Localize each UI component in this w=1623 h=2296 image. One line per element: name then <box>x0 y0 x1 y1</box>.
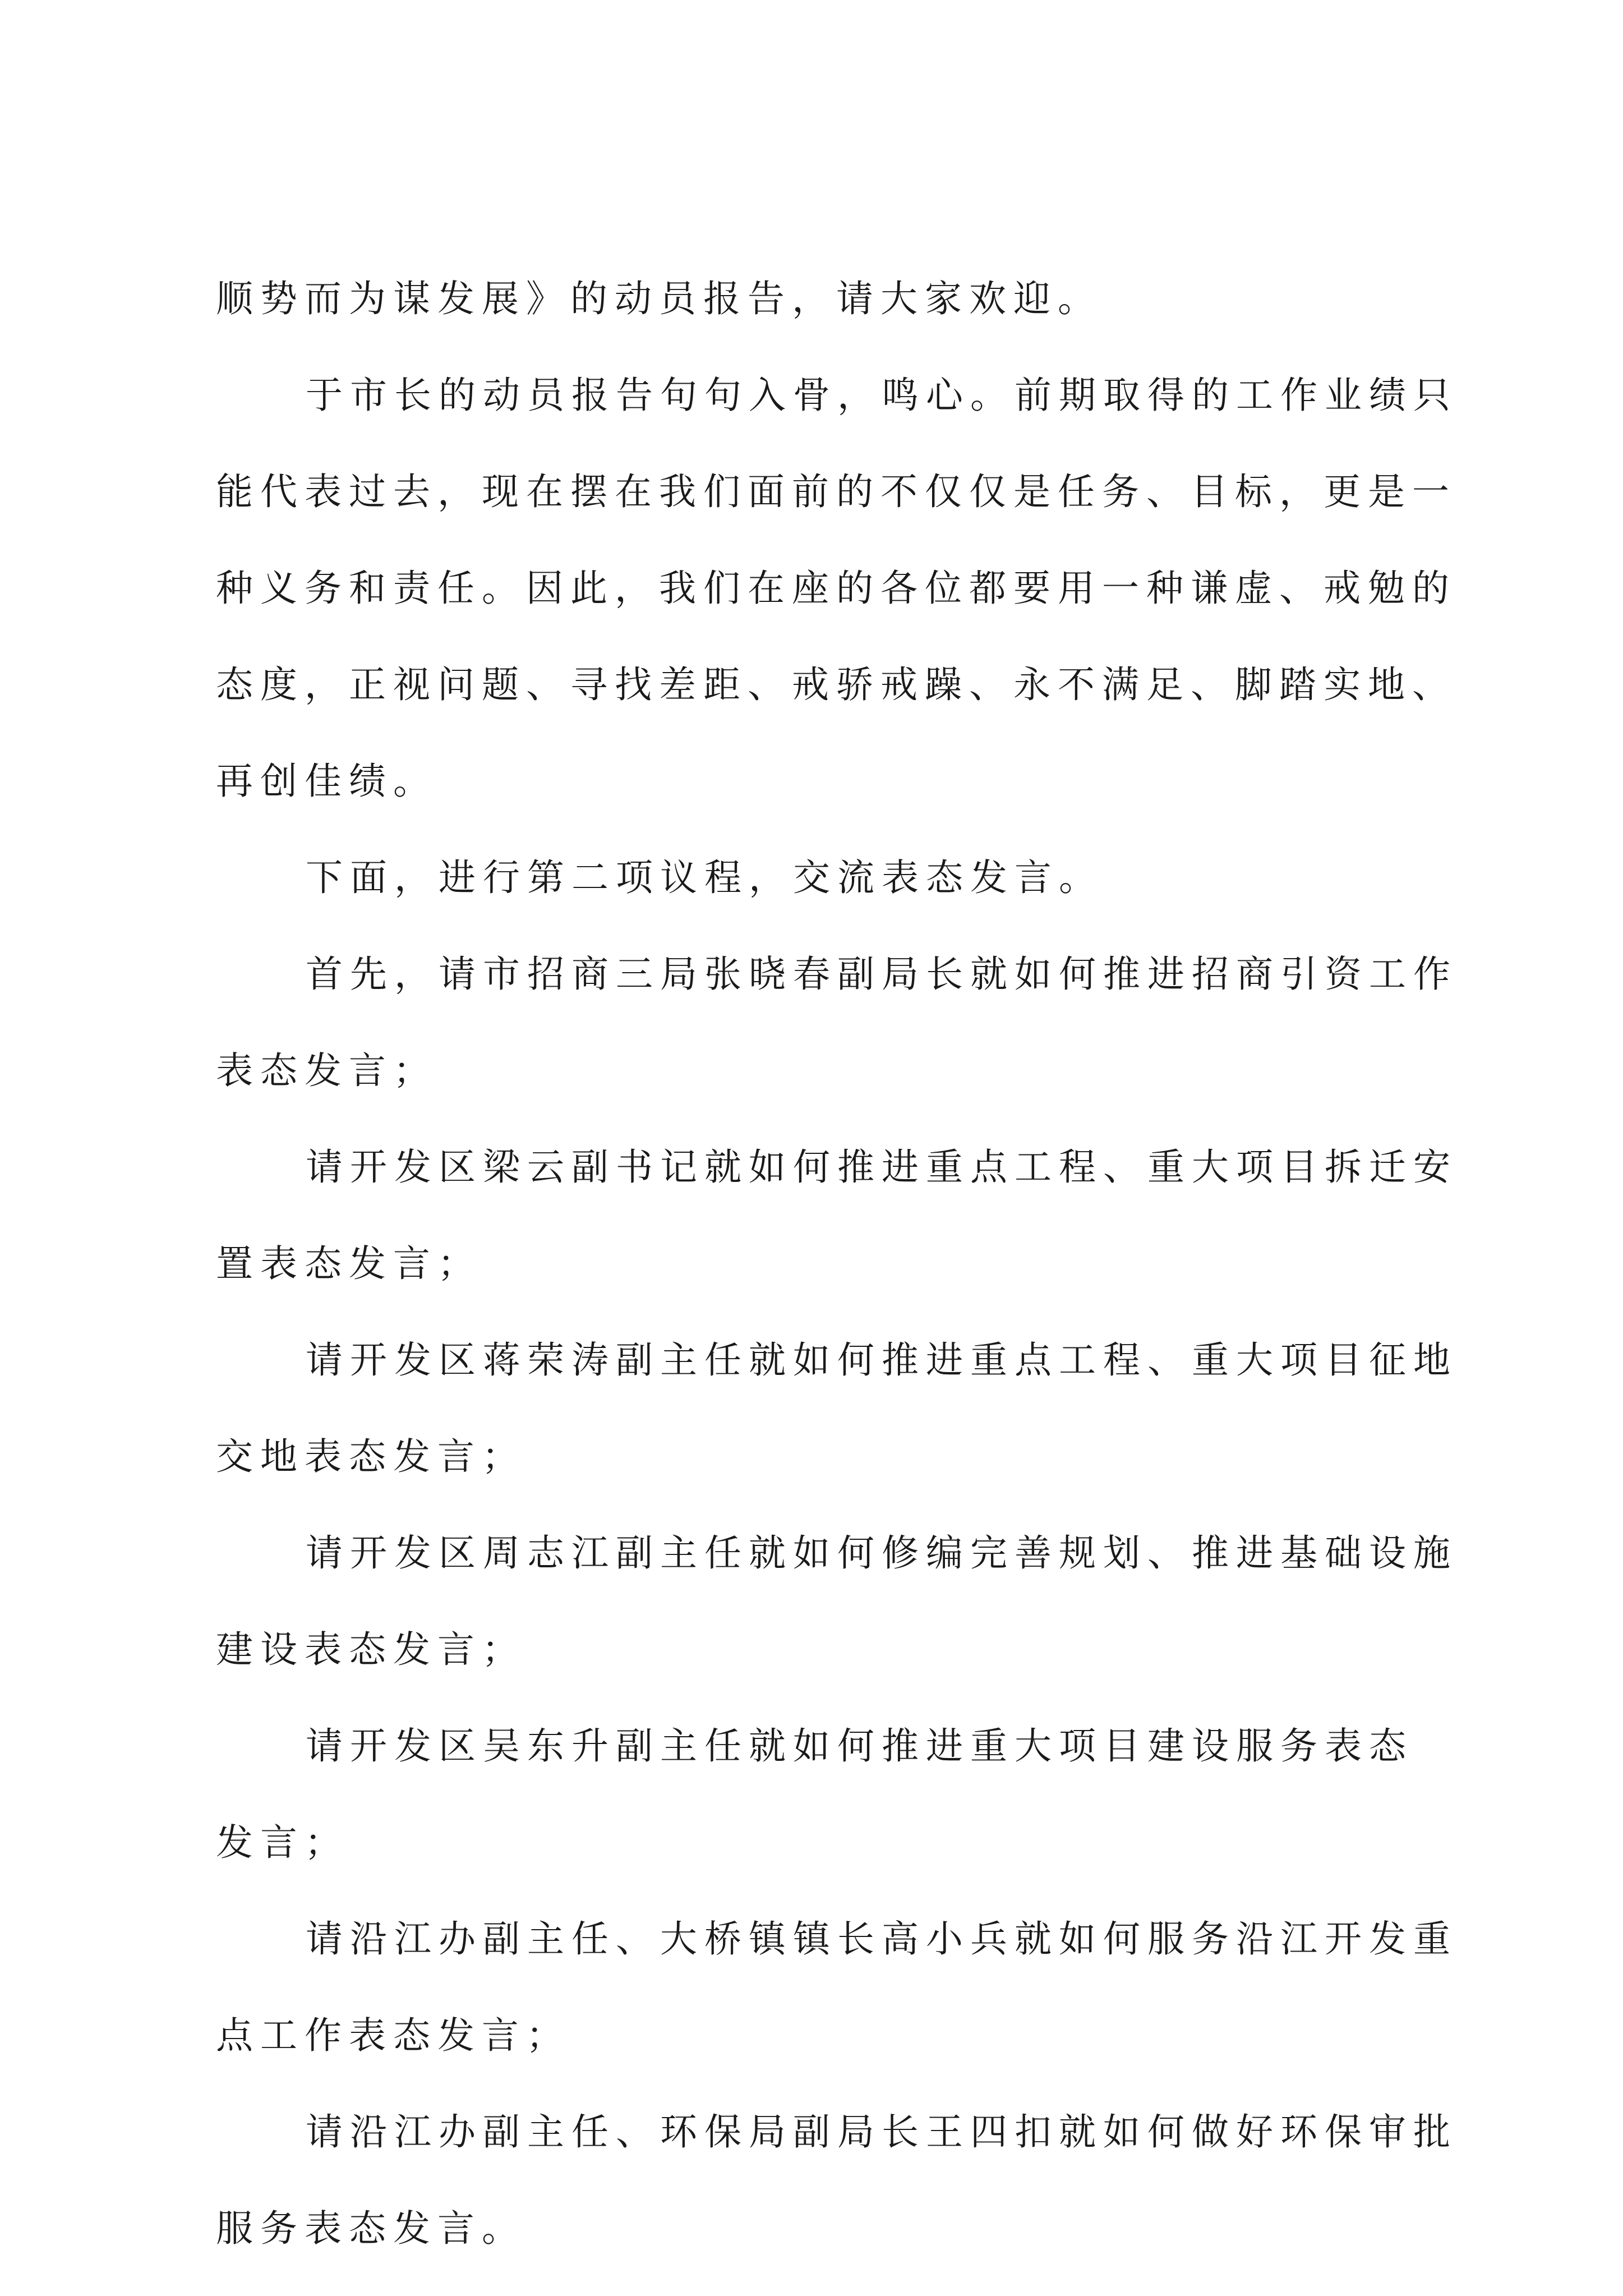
paragraph-line: 请开发区梁云副书记就如何推进重点工程、重大项目拆迁安 <box>306 1145 1458 1189</box>
paragraph-line: 首先，请市招商三局张晓春副局长就如何推进招商引资工作 <box>306 953 1458 996</box>
paragraph-line: 于市长的动员报告句句入骨，鸣心。前期取得的工作业绩只 <box>306 374 1458 417</box>
paragraph-line: 点工作表态发言； <box>216 2014 570 2057</box>
paragraph-line: 请沿江办副主任、大桥镇镇长高小兵就如何服务沿江开发重 <box>306 1917 1458 1961</box>
paragraph-line: 置表态发言； <box>216 1242 482 1285</box>
paragraph-line: 种义务和责任。因此，我们在座的各位都要用一种谦虚、戒勉的 <box>216 567 1456 610</box>
paragraph-line: 请开发区周志江副主任就如何修编完善规划、推进基础设施 <box>306 1531 1458 1575</box>
paragraph-line: 交地表态发言； <box>216 1435 526 1478</box>
paragraph-line: 请开发区吴东升副主任就如何推进重大项目建设服务表态 <box>306 1724 1413 1768</box>
text-line: 顺势而为谋发展》的动员报告，请大家欢迎。 <box>216 277 1102 320</box>
paragraph-line: 请开发区蒋荣涛副主任就如何推进重点工程、重大项目征地 <box>306 1338 1458 1382</box>
paragraph-line: 能代表过去，现在摆在我们面前的不仅仅是任务、目标，更是一 <box>216 470 1456 513</box>
paragraph-line: 表态发言； <box>216 1049 437 1092</box>
paragraph-line: 发言； <box>216 1821 349 1864</box>
paragraph-line: 态度，正视问题、寻找差距、戒骄戒躁、永不满足、脚踏实地、 <box>216 663 1456 706</box>
paragraph-line: 下面，进行第二项议程，交流表态发言。 <box>306 856 1103 899</box>
paragraph-line: 请沿江办副主任、环保局副局长王四扣就如何做好环保审批 <box>306 2110 1458 2154</box>
paragraph-line: 服务表态发言。 <box>216 2207 526 2250</box>
paragraph-line: 再创佳绩。 <box>216 760 437 803</box>
paragraph-line: 建设表态发言； <box>216 1628 526 1671</box>
